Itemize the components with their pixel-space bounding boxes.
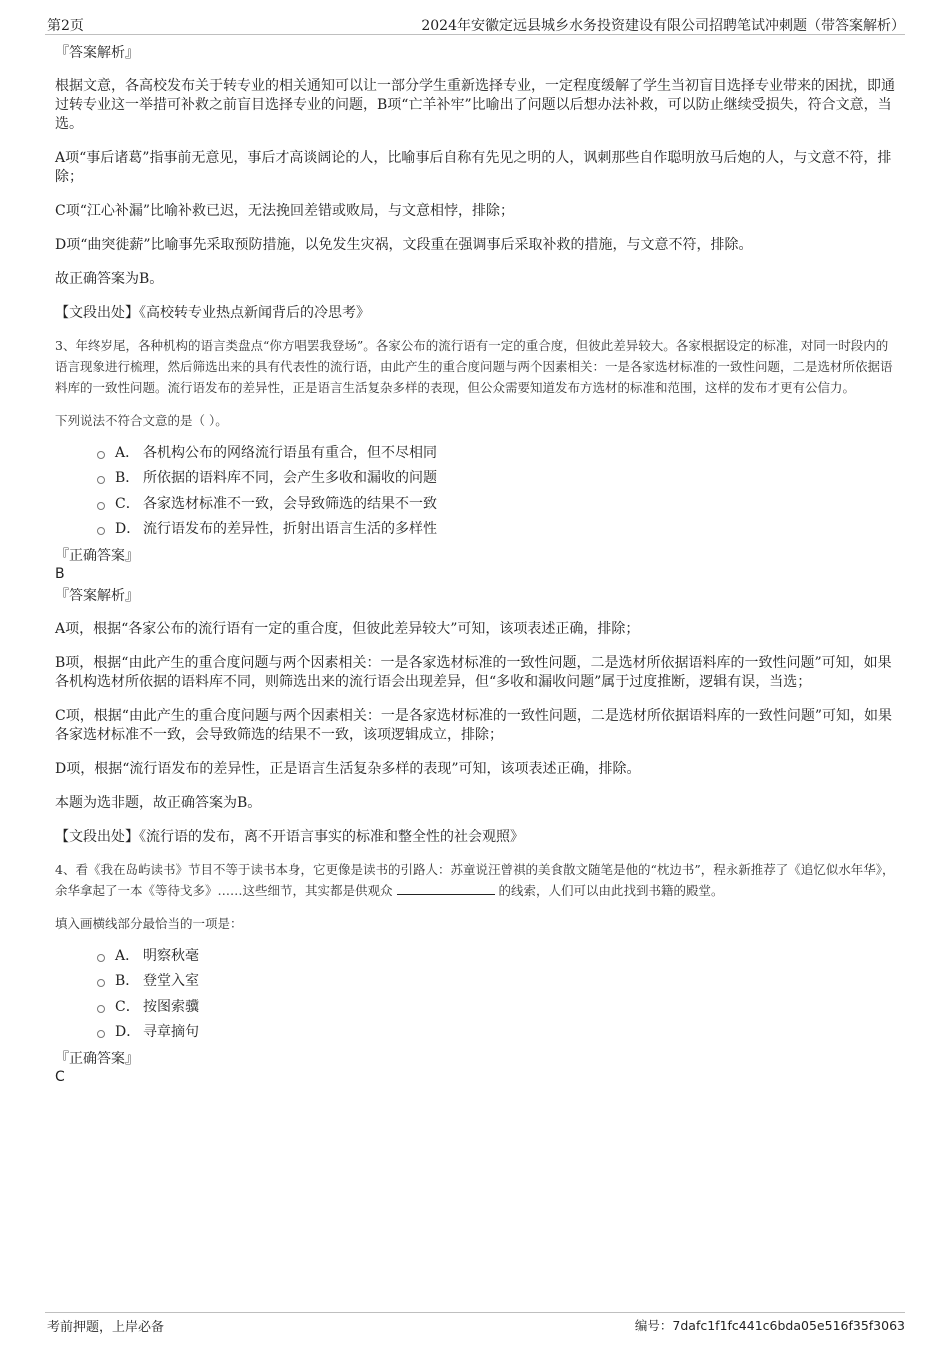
- analysis-paragraph: D项“曲突徙薪”比喻事先采取预防措施，以免发生灾祸，文段重在强调事后采取补救的措施，与文意不符，排除。: [55, 237, 753, 253]
- document-id: 编号：7dafc1f1fc441c6bda05e516f35f3063: [634, 1318, 905, 1333]
- analysis-paragraph: 根据文意，各高校发布关于转专业的相关通知可以让一部分学生重新选择专业，一定程度缓解了学生当初盲目选择专业带来的困扰，即通过转专业这一举措可补救之前盲目选择专业的问题，B项“亡羊补牢”比喻出了问题以后想办法补救，可以防止继续受损失，符合文意，当选。: [55, 78, 895, 132]
- option-a[interactable]: A． 各机构公布的网络流行语虽有重合，但不尽相同: [97, 439, 895, 465]
- analysis-paragraph: A项，根据“各家公布的流行语有一定的重合度，但彼此差异较大”可知，该项表述正确，排除；: [55, 621, 640, 637]
- analysis-paragraph: B项，根据“由此产生的重合度问题与两个因素相关：一是各家选材标准的一致性问题，二是选材所依据语料库的一致性问题”可知，如果各机构选材所依据的语料库不同，则筛选出来的流行语会出现差异，但“多收和漏收问题”属于过度推断，逻辑有误，当选；: [55, 655, 892, 690]
- correct-answer-label: 『正确答案』: [55, 548, 139, 564]
- analysis-paragraph: C项“江心补漏”比喻补救已迟，无法挽回差错或败局，与文意相悖，排除；: [55, 203, 515, 219]
- radio-icon[interactable]: [97, 1005, 105, 1013]
- option-list: [97, 942, 895, 1044]
- radio-icon[interactable]: [97, 527, 105, 535]
- source-citation: 【文段出处】《高校转专业热点新闻背后的冷思考》: [55, 305, 370, 321]
- analysis-paragraph: C项，根据“由此产生的重合度问题与两个因素相关：一是各家选材标准的一致性问题，二是选材所依据语料库的一致性问题”可知，如果各家选材标准不一致，会导致筛选的结果不一致，该项逻辑成立，排除；: [55, 708, 893, 743]
- fill-blank: [397, 884, 495, 895]
- correct-answer: C: [55, 1069, 65, 1085]
- option-list: [97, 439, 895, 541]
- option-d[interactable]: D． 寻章摘句: [97, 1019, 895, 1045]
- answer-conclusion: 本题为选非题，故正确答案为B。: [55, 795, 262, 811]
- option-b[interactable]: B． 登堂入室: [97, 968, 895, 994]
- page-number: 第2页: [47, 18, 84, 34]
- option-d[interactable]: D． 流行语发布的差异性，折射出语言生活的多样性: [97, 516, 895, 542]
- question-prompt: 下列说法不符合文意的是（ ）。: [55, 413, 228, 428]
- radio-icon[interactable]: [97, 502, 105, 510]
- document-title: 2024年安徽定远县城乡水务投资建设有限公司招聘笔试冲刺题（带答案解析）: [421, 18, 905, 34]
- option-c[interactable]: C． 按图索骥: [97, 993, 895, 1019]
- radio-icon[interactable]: [97, 1030, 105, 1038]
- option-a[interactable]: A． 明察秋毫: [97, 942, 895, 968]
- page-footer: [45, 1312, 905, 1335]
- question-stem: 4、看《我在岛屿读书》节目不等于读书本身，它更像是读书的引路人：苏童说汪曾祺的美食散文随笔是他的“枕边书”，程永新推荐了《追忆似水年华》，余华拿起了一本《等待戈多》……这些细节，其实都是供观众 的线索，人们可以由此找到书籍的殿堂。: [55, 862, 895, 898]
- page-header: [45, 12, 905, 35]
- question-prompt: 填入画横线部分最恰当的一项是：: [55, 916, 243, 931]
- correct-answer: B: [55, 566, 65, 582]
- analysis-label: 『答案解析』: [55, 588, 139, 604]
- question-stem: 3、年终岁尾，各种机构的语言类盘点“你方唱罢我登场”。各家公布的流行语有一定的重合度，但彼此差异较大。各家根据设定的标准，对同一时段内的语言现象进行梳理，然后筛选出来的具有代表性的流行语，由此产生的重合度问题与两个因素相关：一是各家选材标准的一致性问题，二是选材所依据语料库的一致性问题。流行语发布的差异性，正是语言生活复杂多样的表现，但公众需要知道发布方选材的标准和范围，这样的发布才更有公信力。: [55, 338, 893, 395]
- analysis-label: 『答案解析』: [55, 45, 139, 61]
- option-c[interactable]: C． 各家选材标准不一致，会导致筛选的结果不一致: [97, 490, 895, 516]
- source-citation: 【文段出处】《流行语的发布，离不开语言事实的标准和整全性的社会观照》: [55, 829, 524, 845]
- document-body: [55, 44, 895, 1086]
- radio-icon[interactable]: [97, 979, 105, 987]
- correct-answer-label: 『正确答案』: [55, 1051, 139, 1067]
- answer-conclusion: 故正确答案为B。: [55, 271, 164, 287]
- analysis-paragraph: A项“事后诸葛”指事前无意见，事后才高谈阔论的人，比喻事后自称有先见之明的人，讽刺那些自作聪明放马后炮的人，与文意不符，排除；: [55, 150, 892, 185]
- radio-icon[interactable]: [97, 451, 105, 459]
- footer-slogan: 考前押题，上岸必备: [47, 1320, 165, 1335]
- option-b[interactable]: B． 所依据的语料库不同，会产生多收和漏收的问题: [97, 465, 895, 491]
- radio-icon[interactable]: [97, 476, 105, 484]
- analysis-paragraph: D项，根据“流行语发布的差异性，正是语言生活复杂多样的表现”可知，该项表述正确，排除。: [55, 761, 641, 777]
- radio-icon[interactable]: [97, 954, 105, 962]
